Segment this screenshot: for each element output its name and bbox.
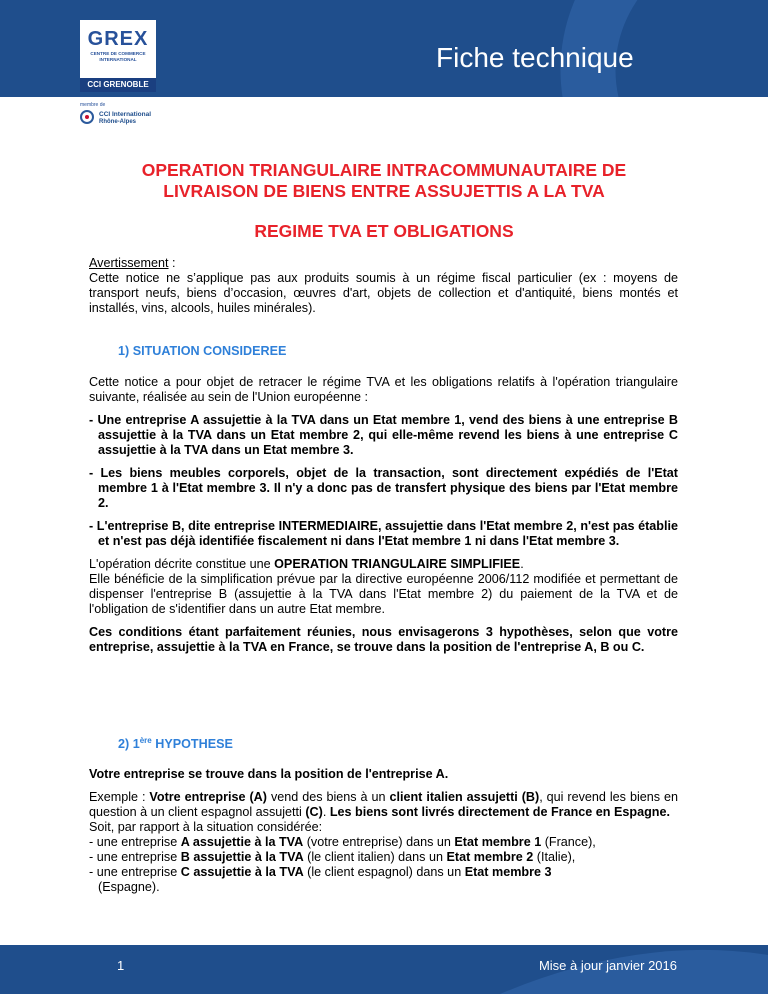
section2-heading (118, 736, 233, 751)
point-2: - Les biens meubles corporels, objet de la transaction, sont directement expédiés de l'Etat membre 1 à l'Etat membre 3. Il n'y a donc pas de transfert physique des biens par l'Etat membre 2. (89, 466, 678, 510)
ex-3: vend des biens à un (266, 790, 390, 804)
l3-b: C assujettie à la TVA (180, 865, 304, 879)
l3-d: Etat membre 3 (464, 865, 552, 879)
op-desc-post: . (520, 557, 524, 571)
update-date: Mise à jour janvier 2016 (538, 958, 677, 973)
main-subtitle: REGIME TVA ET OBLIGATIONS (254, 221, 514, 241)
warning-block (89, 256, 678, 316)
grex-sub-line1: CENTRE DE COMMERCE (90, 51, 146, 56)
grex-logo-wordmark: GREX (87, 28, 149, 50)
l1-e: (France), (541, 835, 596, 849)
cci-intl-line2: Rhône-Alpes (99, 119, 137, 125)
op-desc-pre: L'opération décrite constitue une (89, 557, 275, 571)
l1-c: (votre entreprise) dans un (303, 835, 455, 849)
point-3: - L'entreprise B, dite entreprise INTERMEDIAIRE, assujettie dans l'Etat membre 2, n'est pas établie et n'est pas déjà identifiée fiscalement ni dans l'Etat membre 1 ni dans l'Etat membre 3. (89, 519, 678, 548)
section2-title: HYPOTHESE (151, 737, 233, 752)
operation-description (89, 557, 678, 572)
page-number: 1 (117, 958, 125, 973)
warning-text: Cette notice ne s’applique pas aux produits soumis à un régime fiscal particulier (ex : moyens de transport neufs, biens d’occasion, œuvres d'art, objets de collection et d'antiquité, biens montés et installés, vins, alcools, huiles minérales). (89, 271, 678, 315)
l2-d: Etat membre 2 (446, 850, 534, 864)
ex-6: (C) (305, 805, 323, 819)
list-item-1 (89, 835, 678, 850)
cci-intl-line1: CCI International (99, 111, 152, 118)
document-type-title: Fiche technique (436, 42, 634, 73)
l3-c: (le client espagnol) dans un (303, 865, 465, 879)
position-statement: Votre entreprise se trouve dans la position de l'entreprise A. (89, 767, 449, 781)
list-item-2 (89, 850, 678, 865)
l1-a: - une entreprise (89, 835, 181, 849)
ex-4: client italien assujetti (B) (389, 790, 540, 804)
list-item-3-cont: (Espagne). (98, 880, 160, 894)
section2-num: 2) 1 (118, 737, 140, 752)
section1-body (89, 375, 678, 655)
l2-b: B assujettie à la TVA (180, 850, 304, 864)
main-title (0, 160, 768, 202)
main-title-line2: LIVRAISON DE BIENS ENTRE ASSUJETTIS A LA TVA (163, 181, 605, 201)
main-title-line1: OPERATION TRIANGULAIRE INTRACOMMUNAUTAIRE DE (141, 160, 627, 180)
l2-c: (le client italien) dans un (303, 850, 447, 864)
benefit-paragraph: Elle bénéficie de la simplification prévue par la directive européenne 2006/112 modifiée et permettant de dispenser l'entreprise B (assujettie à la TVA dans l'Etat membre 2) du paiement de la TVA et de l'obligation de s'identifier dans un autre Etat membre. (89, 572, 678, 616)
cci-international-logo (80, 109, 165, 133)
section1-heading: 1) SITUATION CONSIDEREE (118, 344, 287, 358)
l2-a: - une entreprise (89, 850, 181, 864)
l3-a: - une entreprise (89, 865, 181, 879)
soit-line: Soit, par rapport à la situation considérée: (89, 820, 323, 834)
l1-d: Etat membre 1 (454, 835, 542, 849)
membre-de-label: membre de (80, 102, 106, 108)
cci-grenoble-logo: CCI GRENOBLE (80, 78, 156, 92)
section2-sup: ère (139, 736, 152, 745)
grex-sub-line2: INTERNATIONAL (99, 57, 137, 62)
grex-logo-subtitle (80, 51, 156, 63)
point-1: - Une entreprise A assujettie à la TVA dans un Etat membre 1, vend des biens à une entreprise B assujettie à la TVA dans un Etat membre 2, qui elle-même revend les biens à une entreprise C assujettie à la TVA dans un Etat membre 3. (89, 413, 678, 457)
conditions-paragraph: Ces conditions étant parfaitement réunies, nous envisagerons 3 hypothèses, selon que votre entreprise, assujettie à la TVA en France, se trouve dans la position de l'entreprise A, B ou C. (89, 625, 678, 654)
example-paragraph (89, 790, 678, 820)
section2-body (89, 767, 678, 895)
intro-paragraph: Cette notice a pour objet de retracer le régime TVA et les obligations relatifs à l'opération triangulaire suivante, réalisée au sein de l'Union européenne : (89, 375, 678, 404)
ex-8: Les biens sont livrés directement de France en Espagne. (329, 805, 670, 819)
ex-1: Exemple : (89, 790, 150, 804)
ex-2: Votre entreprise (A) (149, 790, 267, 804)
l1-b: A assujettie à la TVA (180, 835, 304, 849)
warning-colon: : (168, 256, 176, 270)
op-desc-bold: OPERATION TRIANGULAIRE SIMPLIFIEE (274, 557, 521, 571)
ex-5: , qui revend les biens en question à un client espagnol assujetti (89, 790, 679, 819)
cci-dot-icon (85, 115, 89, 119)
ex-7: . (322, 805, 330, 819)
l2-e: (Italie), (533, 850, 576, 864)
warning-label: Avertissement (89, 256, 169, 270)
list-item-3 (89, 865, 678, 880)
grex-logo (80, 20, 156, 78)
